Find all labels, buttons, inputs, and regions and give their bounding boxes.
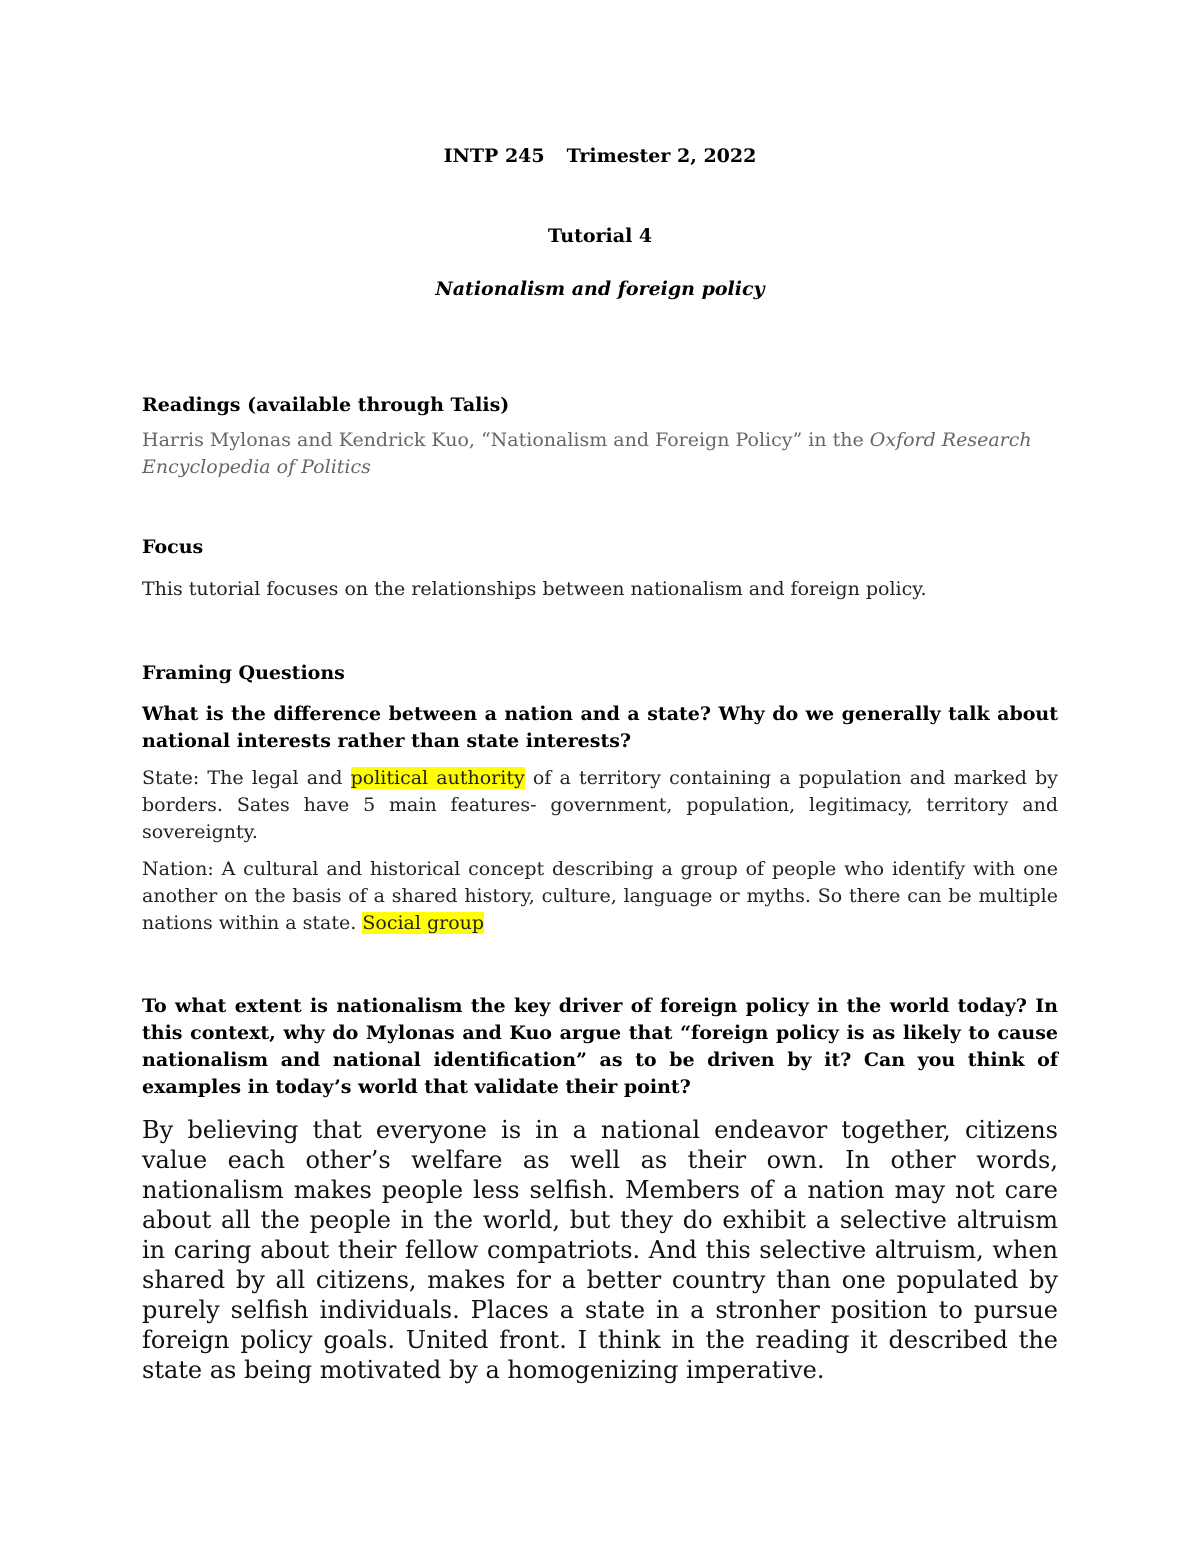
nation-definition-text: Nation: A cultural and historical concept describing a group of people who identify with one another on the basis of a shared history, culture, language or myths. So there can be multiple nations within a state. [142, 858, 1058, 934]
tutorial-number: Tutorial 4 [547, 225, 653, 247]
highlight-social-group: Social group [362, 912, 485, 934]
focus-text: This tutorial focuses on the relationships between nationalism and foreign policy. [142, 578, 927, 600]
document-content [142, 140, 1058, 1385]
readings-heading: Readings (available through Talis) [142, 394, 510, 416]
framing-questions-heading: Framing Questions [142, 662, 345, 684]
focus-heading: Focus [142, 536, 204, 558]
citation-text: Harris Mylonas and Kendrick Kuo, “Nationalism and Foreign Policy” in the [142, 429, 870, 451]
citation-source: Oxford Research Encyclopedia of Politics [142, 429, 1032, 478]
reading-citation [142, 427, 1058, 481]
highlight-political-authority: political authority [350, 767, 525, 789]
tutorial-topic: Nationalism and foreign policy [435, 278, 765, 300]
state-definition [142, 765, 1058, 846]
course-header [142, 140, 1058, 172]
course-term: Trimester 2, 2022 [566, 145, 757, 167]
nation-definition [142, 856, 1058, 937]
question-nationalism-driver: To what extent is nationalism the key driver of foreign policy in the world today? In this context, why do Mylonas and Kuo argue that “foreign policy is as likely to cause nationalism and national identification” as to be driven by it? Can you think of examples in today’s world that validate their point? [142, 995, 1058, 1098]
state-definition-start: State: The legal and [142, 767, 351, 789]
question-nation-vs-state: What is the difference between a nation and a state? Why do we generally talk about national interests rather than state interests? [142, 703, 1058, 752]
answer-paragraph: By believing that everyone is in a national endeavor together, citizens value each other’s welfare as well as their own. In other words, nationalism makes people less selfish. Members of a nation may not care about all the people in the world, but they do exhibit a selective altruism in caring about their fellow compatriots. And this selective altruism, when shared by all citizens, makes for a better country than one populated by purely selfish individuals. Places a state in a stronher position to pursue foreign policy goals. United front. I think in the reading it described the state as being motivated by a homogenizing imperative. [142, 1116, 1058, 1384]
state-definition-end: of a territory containing a population and marked by borders. Sates have 5 main features- government, population, legitimacy, territory and sovereignty. [142, 767, 1059, 843]
course-code: INTP 245 [443, 145, 545, 167]
